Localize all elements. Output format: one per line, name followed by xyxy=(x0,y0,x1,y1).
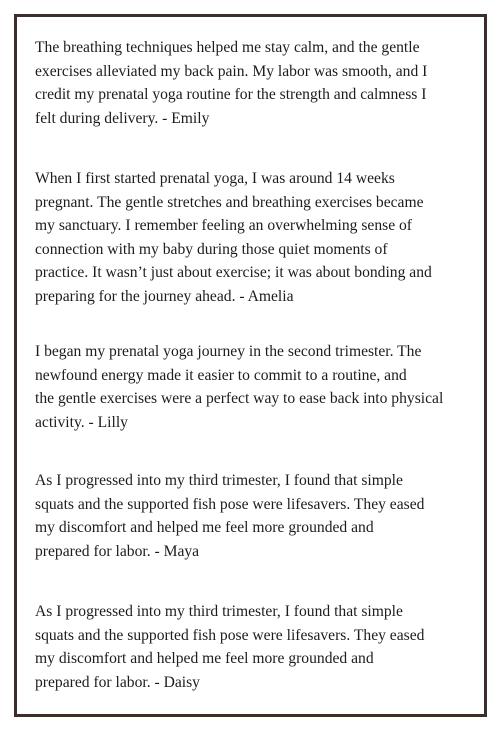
testimonial-maya: As I progressed into my third trimester, I found that simple squats and the supported fish pose were lifesavers. They eased my discomfort and helped me feel more grounded and prepared for labor. - Maya xyxy=(35,472,425,560)
testimonials-frame xyxy=(14,14,487,717)
testimonial-lilly: I began my prenatal yoga journey in the second trimester. The newfound energy made it easier to commit to a routine, and the gentle exercises were a perfect way to ease back into physical activity. - Lilly xyxy=(35,343,444,431)
testimonial-emily: The breathing techniques helped me stay calm, and the gentle exercises alleviated my back pain. My labor was smooth, and I credit my prenatal yoga routine for the strength and calmness I felt during delivery. - Emily xyxy=(35,39,428,127)
testimonial-daisy: As I progressed into my third trimester, I found that simple squats and the supported fish pose were lifesavers. They eased my discomfort and helped me feel more grounded and prepared for labor. - Daisy xyxy=(35,603,425,691)
testimonial-amelia: When I first started prenatal yoga, I was around 14 weeks pregnant. The gentle stretches and breathing exercises became my sanctuary. I remember feeling an overwhelming sense of connection with my baby during those quiet moments of practice. It wasn’t just about exercise; it was about bonding and preparing for the journey ahead. - Amelia xyxy=(35,170,432,305)
